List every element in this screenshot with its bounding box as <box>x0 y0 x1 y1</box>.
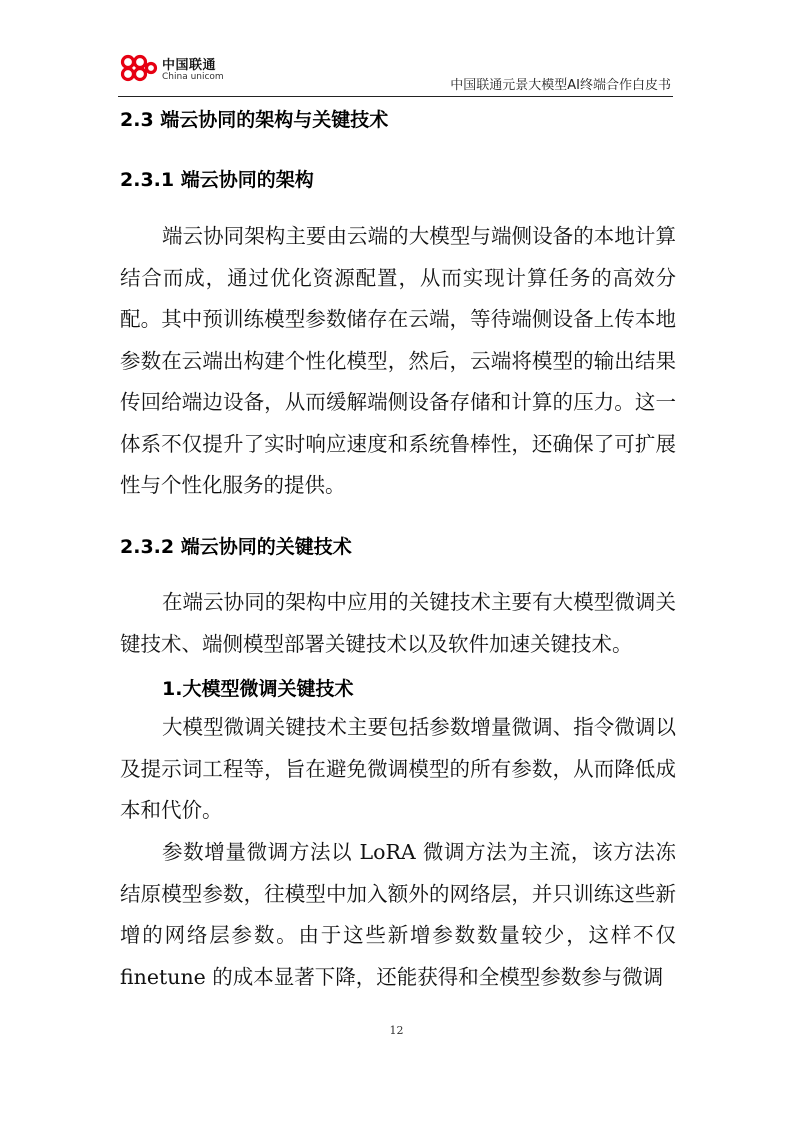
paragraph-lora: 参数增量微调方法以 LoRA 微调方法为主流，该方法冻结原模型参数，往模型中加入额外的网络层，并只训练这些新增的网络层参数。由于这些新增参数数量较少，这样不仅 finetune 的成本显著下降，还能获得和全模型参数参与微调 <box>120 840 676 989</box>
logo-chinese-text: 中国联通 <box>162 58 217 73</box>
page-header <box>118 48 673 97</box>
section-heading-2-3-1: 2.3.1 端云协同的架构 <box>120 169 314 191</box>
section-heading-2-3-2: 2.3.2 端云协同的关键技术 <box>120 536 352 558</box>
paragraph-finetune-overview: 大模型微调关键技术主要包括参数增量微调、指令微调以及提示词工程等，旨在避免微调模型的所有参数，从而降低成本和代价。 <box>120 715 676 822</box>
section-heading-2-3: 2.3 端云协同的架构与关键技术 <box>120 109 389 131</box>
unicom-knot-icon <box>118 52 158 86</box>
subheading-finetune-tech: 1.大模型微调关键技术 <box>162 678 354 700</box>
logo-english-text: China unicom <box>162 72 224 82</box>
paragraph-key-tech-intro: 在端云协同的架构中应用的关键技术主要有大模型微调关键技术、端侧模型部署关键技术以及软件加速关键技术。 <box>120 590 676 656</box>
china-unicom-logo <box>118 52 238 86</box>
header-document-title: 中国联通元景大模型AI终端合作白皮书 <box>450 78 671 93</box>
paragraph-architecture: 端云协同架构主要由云端的大模型与端侧设备的本地计算结合而成，通过优化资源配置，从而实现计算任务的高效分配。其中预训练模型参数储存在云端，等待端侧设备上传本地参数在云端出构建个性化模型，然后，云端将模型的输出结果传回给端边设备，从而缓解端侧设备存储和计算的压力。这一体系不仅提升了实时响应速度和系统鲁棒性，还确保了可扩展性与个性化服务的提供。 <box>120 224 676 497</box>
page-number: 12 <box>389 1024 404 1037</box>
